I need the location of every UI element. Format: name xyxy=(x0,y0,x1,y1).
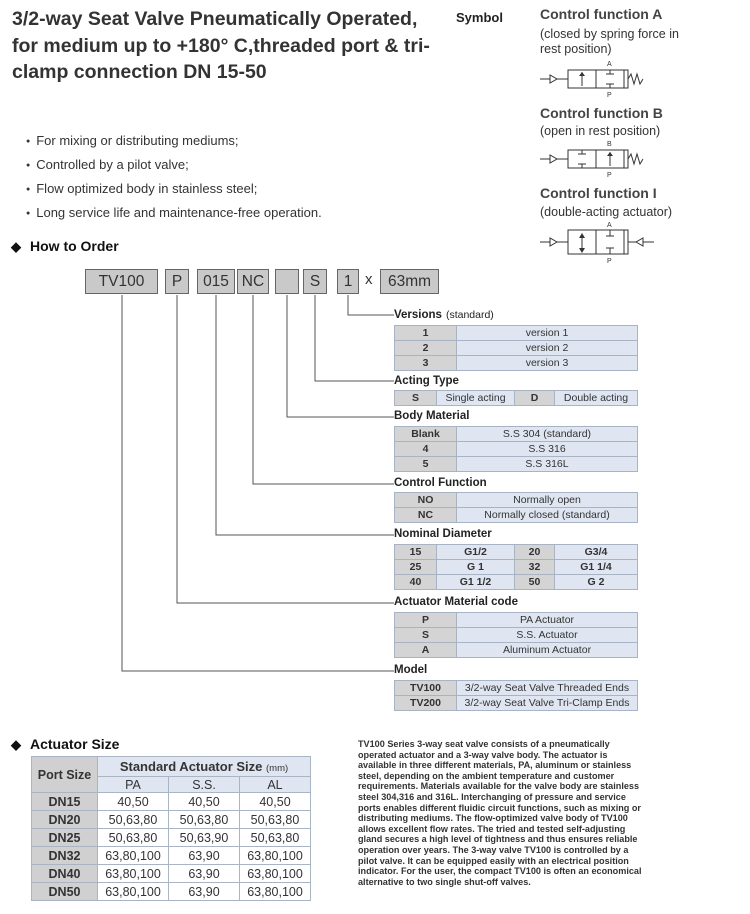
actuator-desc: S.S. Actuator xyxy=(457,628,638,643)
control-function-i-title: Control function I xyxy=(540,185,657,201)
function-desc: Normally open xyxy=(457,493,638,508)
page-title: 3/2-way Seat Valve Pneumatically Operated, for medium up to +180° C,threaded port & tri-clamp connection DN 15-50 xyxy=(12,8,430,83)
size-cell: 63,80,100 xyxy=(240,883,311,901)
size-cell: 63,90 xyxy=(169,883,240,901)
table-row xyxy=(395,613,638,628)
port-size: DN25 xyxy=(32,829,98,847)
function-desc: Normally closed (standard) xyxy=(457,508,638,523)
control-function-b-desc: (open in rest position) xyxy=(540,124,661,138)
versions-table xyxy=(394,325,638,371)
actuator-material-title: Actuator Material code xyxy=(394,596,518,608)
code-separator: x xyxy=(365,271,373,288)
table-row xyxy=(395,628,638,643)
standard-size-label: Standard Actuator Size xyxy=(119,759,263,774)
column-header: PA xyxy=(98,777,169,793)
dn-code: 50 xyxy=(515,575,555,590)
table-row xyxy=(32,793,311,811)
code-control-function: NC xyxy=(237,269,269,294)
acting-desc: Double acting xyxy=(555,391,638,406)
dn-thread: G1 1/4 xyxy=(555,560,638,575)
size-cell: 63,80,100 xyxy=(240,865,311,883)
table-row xyxy=(395,508,638,523)
dn-code: 15 xyxy=(395,545,437,560)
size-cell: 63,90 xyxy=(169,865,240,883)
port-label-p: P xyxy=(607,258,612,264)
line-versions xyxy=(348,295,394,315)
function-code: NO xyxy=(395,493,457,508)
size-cell: 50,63,80 xyxy=(240,811,311,829)
actuator-desc: PA Actuator xyxy=(457,613,638,628)
code-nominal-diameter: 015 xyxy=(197,269,235,294)
column-header: S.S. xyxy=(169,777,240,793)
line-body-material xyxy=(287,295,394,417)
size-cell: 50,63,80 xyxy=(98,811,169,829)
function-code: NC xyxy=(395,508,457,523)
acting-type-title: Acting Type xyxy=(394,375,459,387)
code-model: TV100 xyxy=(85,269,158,294)
feature-item: ● For mixing or distributing mediums; xyxy=(26,132,322,156)
model-desc: 3/2-way Seat Valve Threaded Ends xyxy=(457,681,638,696)
size-cell: 40,50 xyxy=(169,793,240,811)
actuator-size-heading xyxy=(11,736,119,753)
port-size: DN20 xyxy=(32,811,98,829)
symbol-label: Symbol xyxy=(456,10,503,25)
table-row xyxy=(395,391,638,406)
acting-type-table xyxy=(394,390,638,406)
actuator-code: A xyxy=(395,643,457,658)
dn-code: 40 xyxy=(395,575,437,590)
versions-label: Versions xyxy=(394,309,442,321)
acting-code: D xyxy=(515,391,555,406)
actuator-material-table xyxy=(394,612,638,658)
line-control-function xyxy=(253,295,394,484)
port-size: DN32 xyxy=(32,847,98,865)
version-desc: version 3 xyxy=(457,356,638,371)
diamond-icon: ◆ xyxy=(11,737,21,752)
version-desc: version 1 xyxy=(457,326,638,341)
column-header: AL xyxy=(240,777,311,793)
table-row xyxy=(32,865,311,883)
control-function-i-desc: (double-acting actuator) xyxy=(540,205,673,219)
actuator-desc: Aluminum Actuator xyxy=(457,643,638,658)
table-row xyxy=(395,575,638,590)
material-code: 4 xyxy=(395,442,457,457)
line-acting-type xyxy=(315,295,394,381)
description-paragraph: TV100 Series 3-way seat valve consists of a pneumatically operated actuator and a 3-way valve body. The actuator is available in three different materials, PA, aluminum or stainless steel, depending on the ambient temperature and customer requirements. Materials available for the valve body are stainless steel 304,316 and 316L. Interchanging of pressure and service ports enables different fluidic circuit functions, such as mixing or distributing mediums. The flow-optimized valve body of TV100 allows excellent flow rates. The tried and tested self-adjusting gland secures a high level of tightness and thus ensures reliable operation over years. The 3-way valve TV100 is controlled by a pilot valve. It can be equipped easily with an electrical position indicator. For the user, the compact TV100 is often an economical alternative to two single shut-off valves. xyxy=(358,739,642,887)
table-row xyxy=(32,883,311,901)
table-row xyxy=(395,681,638,696)
actuator-code: S xyxy=(395,628,457,643)
body-material-title: Body Material xyxy=(394,410,470,422)
model-code: TV100 xyxy=(395,681,457,696)
size-cell: 50,63,90 xyxy=(169,829,240,847)
model-desc: 3/2-way Seat Valve Tri-Clamp Ends xyxy=(457,696,638,711)
feature-item: ● Flow optimized body in stainless steel; xyxy=(26,180,322,204)
size-cell: 50,63,80 xyxy=(98,829,169,847)
line-nominal-diameter xyxy=(216,295,394,535)
dn-code: 32 xyxy=(515,560,555,575)
size-cell: 40,50 xyxy=(240,793,311,811)
port-label-a: A xyxy=(607,61,612,68)
version-code: 3 xyxy=(395,356,457,371)
table-row xyxy=(395,545,638,560)
material-desc: S.S 316L xyxy=(457,457,638,472)
control-function-title: Control Function xyxy=(394,477,487,489)
port-label-p: P xyxy=(607,172,612,178)
versions-note: (standard) xyxy=(445,309,494,321)
code-actuator-material: P xyxy=(165,269,189,294)
dn-thread: G 1 xyxy=(437,560,515,575)
size-cell: 63,80,100 xyxy=(240,847,311,865)
table-row xyxy=(395,427,638,442)
version-code: 1 xyxy=(395,326,457,341)
size-cell: 40,50 xyxy=(98,793,169,811)
size-cell: 63,80,100 xyxy=(98,865,169,883)
unit-label: (mm) xyxy=(266,763,289,774)
table-row xyxy=(32,847,311,865)
table-row xyxy=(395,457,638,472)
size-cell: 63,80,100 xyxy=(98,883,169,901)
line-actuator-material xyxy=(177,295,394,603)
size-cell: 50,63,80 xyxy=(169,811,240,829)
actuator-code: P xyxy=(395,613,457,628)
versions-title xyxy=(394,309,494,321)
standard-size-header xyxy=(98,757,311,777)
table-row xyxy=(395,442,638,457)
table-row xyxy=(395,326,638,341)
table-row xyxy=(395,560,638,575)
table-header-row xyxy=(32,757,311,777)
how-to-order-label: How to Order xyxy=(30,238,119,254)
port-size: DN40 xyxy=(32,865,98,883)
material-code: 5 xyxy=(395,457,457,472)
table-row xyxy=(32,811,311,829)
code-acting-type: S xyxy=(303,269,327,294)
acting-desc: Single acting xyxy=(437,391,515,406)
port-size-header: Port Size xyxy=(32,757,98,793)
control-function-b-title: Control function B xyxy=(540,105,663,121)
feature-item: ● Long service life and maintenance-free operation. xyxy=(26,204,322,228)
dn-thread: G 2 xyxy=(555,575,638,590)
port-label-a: A xyxy=(607,222,612,229)
model-code: TV200 xyxy=(395,696,457,711)
dn-thread: G3/4 xyxy=(555,545,638,560)
code-stroke: 63mm xyxy=(380,269,439,294)
table-row xyxy=(395,696,638,711)
nominal-diameter-table xyxy=(394,544,638,590)
table-row xyxy=(32,829,311,847)
diamond-icon: ◆ xyxy=(11,239,21,254)
material-desc: S.S 304 (standard) xyxy=(457,427,638,442)
version-desc: version 2 xyxy=(457,341,638,356)
dn-code: 25 xyxy=(395,560,437,575)
nominal-diameter-title: Nominal Diameter xyxy=(394,528,492,540)
line-model xyxy=(122,295,394,671)
material-code: Blank xyxy=(395,427,457,442)
feature-item: ● Controlled by a pilot valve; xyxy=(26,156,322,180)
port-size: DN15 xyxy=(32,793,98,811)
port-label-p: P xyxy=(607,92,612,98)
dn-thread: G1/2 xyxy=(437,545,515,560)
acting-code: S xyxy=(395,391,437,406)
body-material-table xyxy=(394,426,638,472)
code-version: 1 xyxy=(337,269,359,294)
dn-thread: G1 1/2 xyxy=(437,575,515,590)
table-row xyxy=(395,493,638,508)
table-row xyxy=(395,643,638,658)
model-table xyxy=(394,680,638,711)
table-row xyxy=(395,356,638,371)
size-cell: 50,63,80 xyxy=(240,829,311,847)
port-label-b: B xyxy=(607,141,612,148)
size-cell: 63,90 xyxy=(169,847,240,865)
material-desc: S.S 316 xyxy=(457,442,638,457)
actuator-size-label: Actuator Size xyxy=(30,736,120,752)
version-code: 2 xyxy=(395,341,457,356)
table-row xyxy=(395,341,638,356)
control-function-a-desc: (closed by spring force in rest position) xyxy=(540,27,679,56)
size-cell: 63,80,100 xyxy=(98,847,169,865)
model-title: Model xyxy=(394,664,428,676)
control-function-table xyxy=(394,492,638,523)
control-function-a-title: Control function A xyxy=(540,6,663,22)
actuator-size-table xyxy=(31,756,311,901)
port-size: DN50 xyxy=(32,883,98,901)
dn-code: 20 xyxy=(515,545,555,560)
